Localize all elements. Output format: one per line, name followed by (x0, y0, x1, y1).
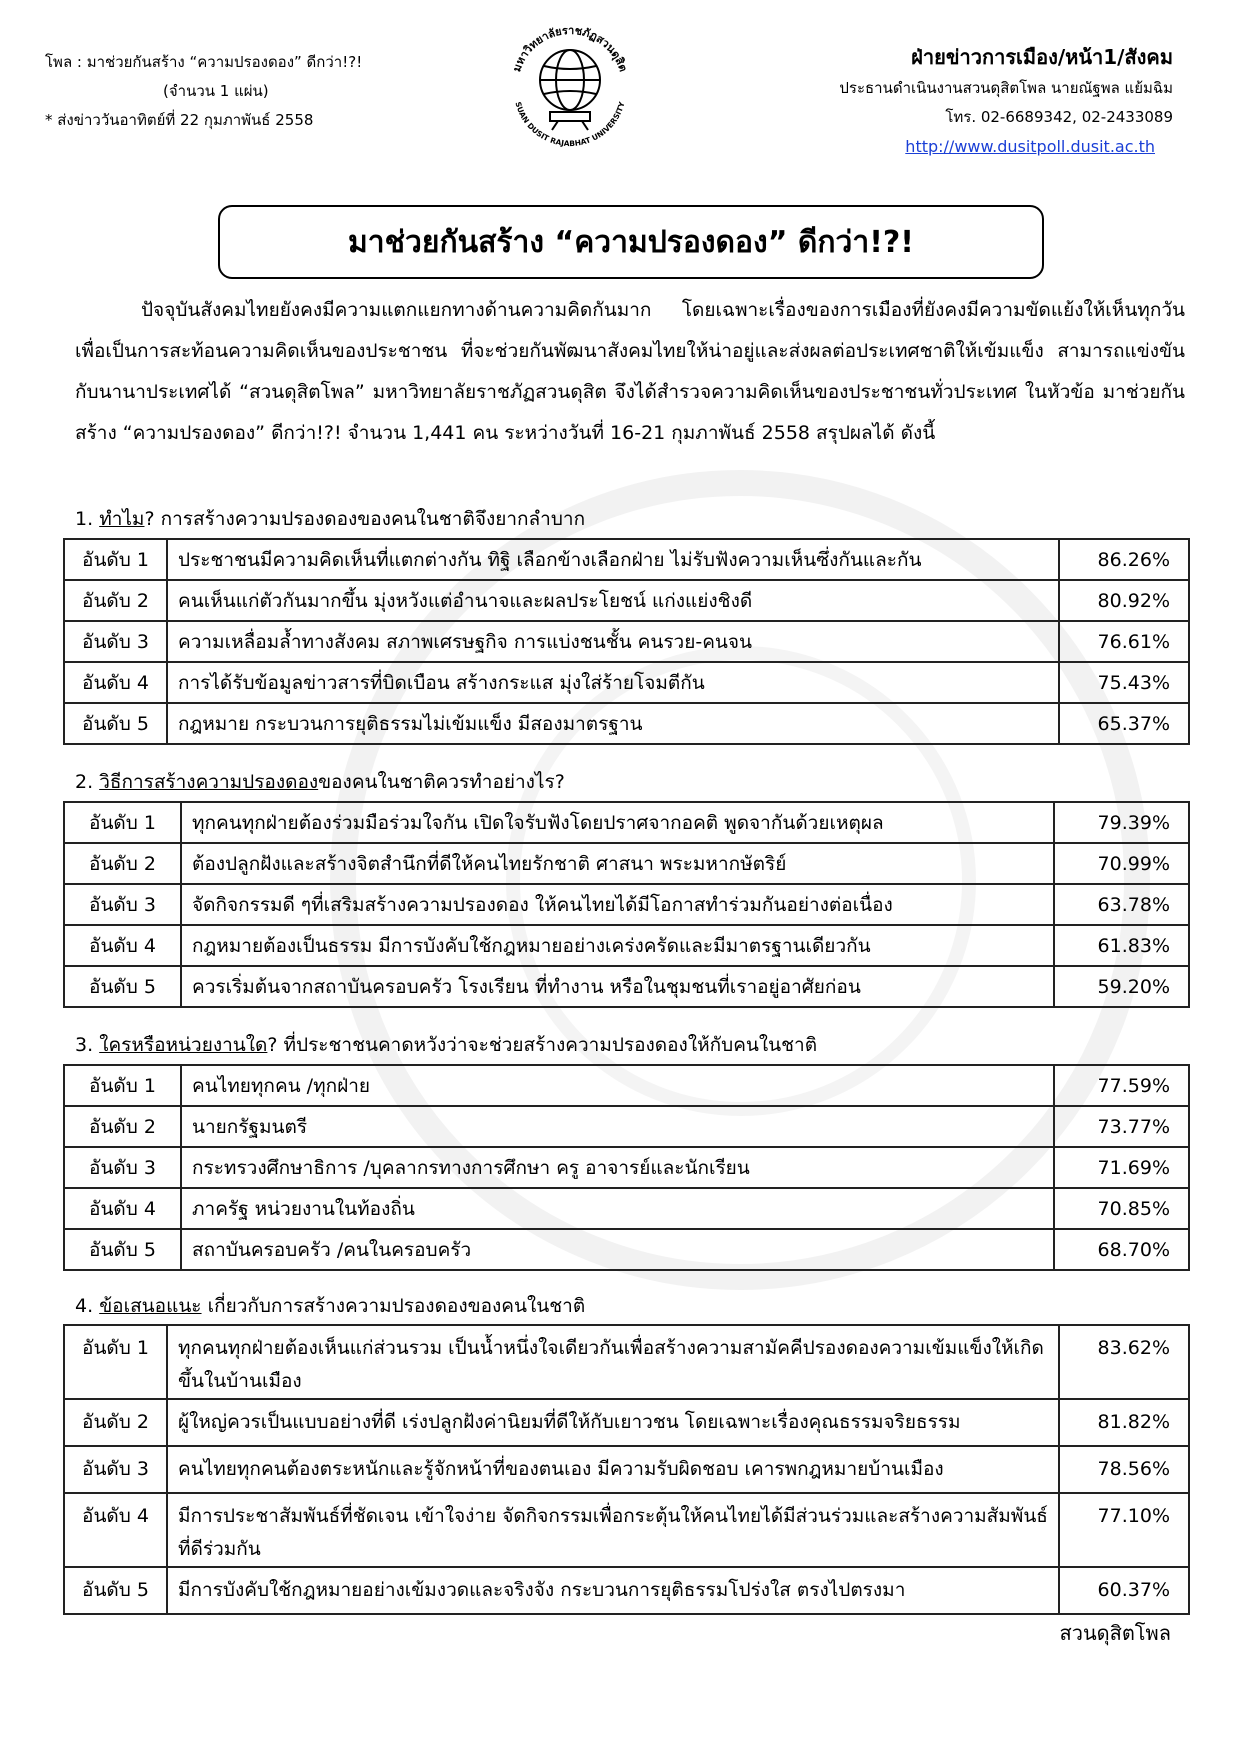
percent-cell: 70.99% (1054, 843, 1189, 884)
percent-cell: 63.78% (1054, 884, 1189, 925)
rank-cell: อันดับ 5 (64, 703, 167, 744)
percent-cell: 76.61% (1059, 621, 1189, 662)
rank-cell: อันดับ 1 (64, 539, 167, 580)
rank-cell: อันดับ 3 (64, 621, 167, 662)
section-heading-rest: ? ที่ประชาชนคาดหวังว่าจะช่วยสร้างความปรองดองให้กับคนในชาติ (267, 1034, 818, 1056)
rank-cell: อันดับ 1 (64, 1065, 181, 1106)
percent-cell: 71.69% (1054, 1147, 1189, 1188)
answer-cell: การได้รับข้อมูลข่าวสารที่บิดเบือน สร้างกระแส มุ่งใส่ร้ายโจมตีกัน (167, 662, 1059, 703)
percent-cell: 70.85% (1054, 1188, 1189, 1229)
rank-cell: อันดับ 1 (64, 802, 181, 843)
table-row (64, 539, 1189, 580)
answer-cell: คนเห็นแก่ตัวกันมากขึ้น มุ่งหวังแต่อำนาจและผลประโยชน์ แก่งแย่งชิงดี (167, 580, 1059, 621)
percent-cell: 79.39% (1054, 802, 1189, 843)
percent-cell: 59.20% (1054, 966, 1189, 1007)
section-1-table (63, 538, 1190, 745)
table-row (64, 1493, 1189, 1567)
table-row (64, 1147, 1189, 1188)
table-row (64, 925, 1189, 966)
poll-director: ประธานดำเนินงานสวนดุสิตโพล นายณัฐพล แย้มฉิม (839, 79, 1173, 97)
rank-cell: อันดับ 5 (64, 1567, 167, 1614)
answer-cell: มีการบังคับใช้กฎหมายอย่างเข้มงวดและจริงจัง กระบวนการยุติธรรมโปร่งใส ตรงไปตรงมา (167, 1567, 1059, 1614)
rank-cell: อันดับ 2 (64, 1399, 167, 1446)
section-number: 3. (75, 1034, 94, 1056)
logo-english-name: SUAN DUSIT RAJABHAT UNIVERSITY (513, 100, 627, 149)
rank-cell: อันดับ 4 (64, 925, 181, 966)
rank-cell: อันดับ 3 (64, 1446, 167, 1493)
percent-cell: 68.70% (1054, 1229, 1189, 1270)
answer-cell: กฎหมาย กระบวนการยุติธรรมไม่เข้มแข็ง มีสองมาตรฐาน (167, 703, 1059, 744)
answer-cell: ควรเริ่มต้นจากสถาบันครอบครัว โรงเรียน ที่ทำงาน หรือในชุมชนที่เราอยู่อาศัยก่อน (181, 966, 1054, 1007)
table-row (64, 1065, 1189, 1106)
percent-cell: 81.82% (1059, 1399, 1189, 1446)
percent-cell: 86.26% (1059, 539, 1189, 580)
percent-cell: 73.77% (1054, 1106, 1189, 1147)
table-row (64, 703, 1189, 744)
percent-cell: 77.10% (1059, 1493, 1189, 1567)
rank-cell: อันดับ 5 (64, 1229, 181, 1270)
section-number: 4. (75, 1295, 94, 1317)
table-row (64, 1567, 1189, 1614)
table-row (64, 580, 1189, 621)
section-1-heading (75, 504, 585, 534)
section-3-table (63, 1064, 1190, 1271)
section-2-rows (64, 802, 1189, 1007)
answer-cell: ผู้ใหญ่ควรเป็นแบบอย่างที่ดี เร่งปลูกฝังค่านิยมที่ดีให้กับเยาวชน โดยเฉพาะเรื่องคุณธรรมจริยธรรม (167, 1399, 1059, 1446)
document-title-text: มาช่วยกันสร้าง “ความปรองดอง” ดีกว่า!?! (348, 224, 914, 260)
department-label: ฝ่ายข่าวการเมือง/หน้า1/สังคม (911, 45, 1173, 69)
table-row (64, 884, 1189, 925)
percent-cell: 78.56% (1059, 1446, 1189, 1493)
section-heading-rest: เกี่ยวกับการสร้างความปรองดองของคนในชาติ (201, 1295, 586, 1317)
percent-cell: 77.59% (1054, 1065, 1189, 1106)
percent-cell: 60.37% (1059, 1567, 1189, 1614)
header-left (45, 48, 362, 135)
table-row (64, 802, 1189, 843)
university-logo (500, 16, 640, 156)
table-row (64, 966, 1189, 1007)
section-number: 1. (75, 508, 94, 530)
section-number: 2. (75, 771, 94, 793)
answer-cell: กระทรวงศึกษาธิการ /บุคลากรทางการศึกษา ครู อาจารย์และนักเรียน (181, 1147, 1054, 1188)
table-row (64, 1188, 1189, 1229)
rank-cell: อันดับ 3 (64, 884, 181, 925)
percent-cell: 61.83% (1054, 925, 1189, 966)
table-row (64, 1399, 1189, 1446)
answer-cell: ต้องปลูกฝังและสร้างจิตสำนึกที่ดีให้คนไทยรักชาติ ศาสนา พระมหากษัตริย์ (181, 843, 1054, 884)
rank-cell: อันดับ 4 (64, 1188, 181, 1229)
section-4-heading (75, 1291, 585, 1321)
answer-cell: ทุกคนทุกฝ่ายต้องร่วมมือร่วมใจกัน เปิดใจรับฟังโดยปราศจากอคติ พูดจากันด้วยเหตุผล (181, 802, 1054, 843)
answer-cell: จัดกิจกรรมดี ๆที่เสริมสร้างความปรองดอง ให้คนไทยได้มีโอกาสทำร่วมกันอย่างต่อเนื่อง (181, 884, 1054, 925)
section-keyword: วิธีการสร้างความปรองดอง (99, 771, 319, 793)
table-row (64, 1446, 1189, 1493)
table-row (64, 1229, 1189, 1270)
answer-cell: มีการประชาสัมพันธ์ที่ชัดเจน เข้าใจง่าย จัดกิจกรรมเพื่อกระตุ้นให้คนไทยได้มีส่วนร่วมและสร้างความสัมพันธ์ที่ดีร่วมกัน (167, 1493, 1059, 1567)
answer-cell: ทุกคนทุกฝ่ายต้องเห็นแก่ส่วนรวม เป็นน้ำหนึ่งใจเดียวกันเพื่อสร้างความสามัคคีปรองดองความเข้มแข็งให้เกิดขึ้นในบ้านเมือง (167, 1325, 1059, 1399)
rank-cell: อันดับ 3 (64, 1147, 181, 1188)
percent-cell: 80.92% (1059, 580, 1189, 621)
poll-title-line: โพล : มาช่วยกันสร้าง “ความปรองดอง” ดีกว่า!?! (45, 53, 363, 71)
rank-cell: อันดับ 2 (64, 843, 181, 884)
rank-cell: อันดับ 2 (64, 580, 167, 621)
phone-numbers: โทร. 02-6689342, 02-2433089 (945, 108, 1173, 126)
section-4-rows (64, 1325, 1189, 1614)
rank-cell: อันดับ 4 (64, 1493, 167, 1567)
header-right (839, 40, 1173, 162)
section-heading-rest: ? การสร้างความปรองดองของคนในชาติจึงยากลำบาก (144, 508, 586, 530)
table-row (64, 662, 1189, 703)
section-4-table (63, 1324, 1190, 1615)
footer-signature: สวนดุสิตโพล (1059, 1621, 1171, 1645)
answer-cell: ความเหลื่อมล้ำทางสังคม สภาพเศรษฐกิจ การแบ่งชนชั้น คนรวย-คนจน (167, 621, 1059, 662)
logo-thai-name: มหาวิทยาลัยราชภัฏสวนดุสิต (510, 23, 630, 74)
rank-cell: อันดับ 1 (64, 1325, 167, 1399)
answer-cell: กฎหมายต้องเป็นธรรม มีการบังคับใช้กฎหมายอย่างเคร่งครัดและมีมาตรฐานเดียวกัน (181, 925, 1054, 966)
send-date: * ส่งข่าววันอาทิตย์ที่ 22 กุมภาพันธ์ 2558 (45, 111, 314, 129)
section-3-rows (64, 1065, 1189, 1270)
answer-cell: สถาบันครอบครัว /คนในครอบครัว (181, 1229, 1054, 1270)
rank-cell: อันดับ 4 (64, 662, 167, 703)
section-3-heading (75, 1030, 817, 1060)
answer-cell: ภาครัฐ หน่วยงานในท้องถิ่น (181, 1188, 1054, 1229)
answer-cell: คนไทยทุกคน /ทุกฝ่าย (181, 1065, 1054, 1106)
intro-text: ปัจจุบันสังคมไทยยังคงมีความแตกแยกทางด้านความคิดกันมาก โดยเฉพาะเรื่องของการเมืองที่ยังคงมีความขัดแย้งให้เห็นทุกวัน เพื่อเป็นการสะท้อนความคิดเห็นของประชาชน ที่จะช่วยกันพัฒนาสังคมไทยให้น่าอยู่และส่งผลต่อประเทศชาติให้เข้มแข็ง สามารถแข่งขันกับนานาประเทศได้ “สวนดุสิตโพล” มหาวิทยาลัยราชภัฏสวนดุสิต จึงได้สำรวจความคิดเห็นของประชาชนทั่วประเทศ ในหัวข้อ มาช่วยกันสร้าง “ความปรองดอง” ดีกว่า!?! จำนวน 1,441 คน ระหว่างวันที่ 16-21 กุมภาพันธ์ 2558 สรุปผลได้ ดังนี้ (75, 299, 1185, 444)
section-2-table (63, 801, 1190, 1008)
rank-cell: อันดับ 5 (64, 966, 181, 1007)
table-row (64, 621, 1189, 662)
rank-cell: อันดับ 2 (64, 1106, 181, 1147)
section-keyword: ข้อเสนอแนะ (99, 1295, 202, 1317)
document-title (218, 205, 1044, 279)
section-keyword: ใครหรือหน่วยงานใด (99, 1034, 268, 1056)
percent-cell: 75.43% (1059, 662, 1189, 703)
section-keyword: ทำไม (99, 508, 145, 530)
website-link[interactable]: http://www.dusitpoll.dusit.ac.th (905, 137, 1155, 156)
section-1-rows (64, 539, 1189, 744)
table-row (64, 843, 1189, 884)
percent-cell: 65.37% (1059, 703, 1189, 744)
copies-note: (จำนวน 1 แผ่น) (163, 82, 269, 100)
answer-cell: นายกรัฐมนตรี (181, 1106, 1054, 1147)
table-row (64, 1106, 1189, 1147)
percent-cell: 83.62% (1059, 1325, 1189, 1399)
answer-cell: ประชาชนมีความคิดเห็นที่แตกต่างกัน ทิฐิ เลือกข้างเลือกฝ่าย ไม่รับฟังความเห็นซึ่งกันและกัน (167, 539, 1059, 580)
table-row (64, 1325, 1189, 1399)
section-heading-rest: ของคนในชาติควรทำอย่างไร? (318, 771, 565, 793)
answer-cell: คนไทยทุกคนต้องตระหนักและรู้จักหน้าที่ของตนเอง มีความรับผิดชอบ เคารพกฎหมายบ้านเมือง (167, 1446, 1059, 1493)
section-2-heading (75, 767, 565, 797)
logo-globe-icon (540, 50, 600, 130)
intro-paragraph (75, 290, 1185, 454)
